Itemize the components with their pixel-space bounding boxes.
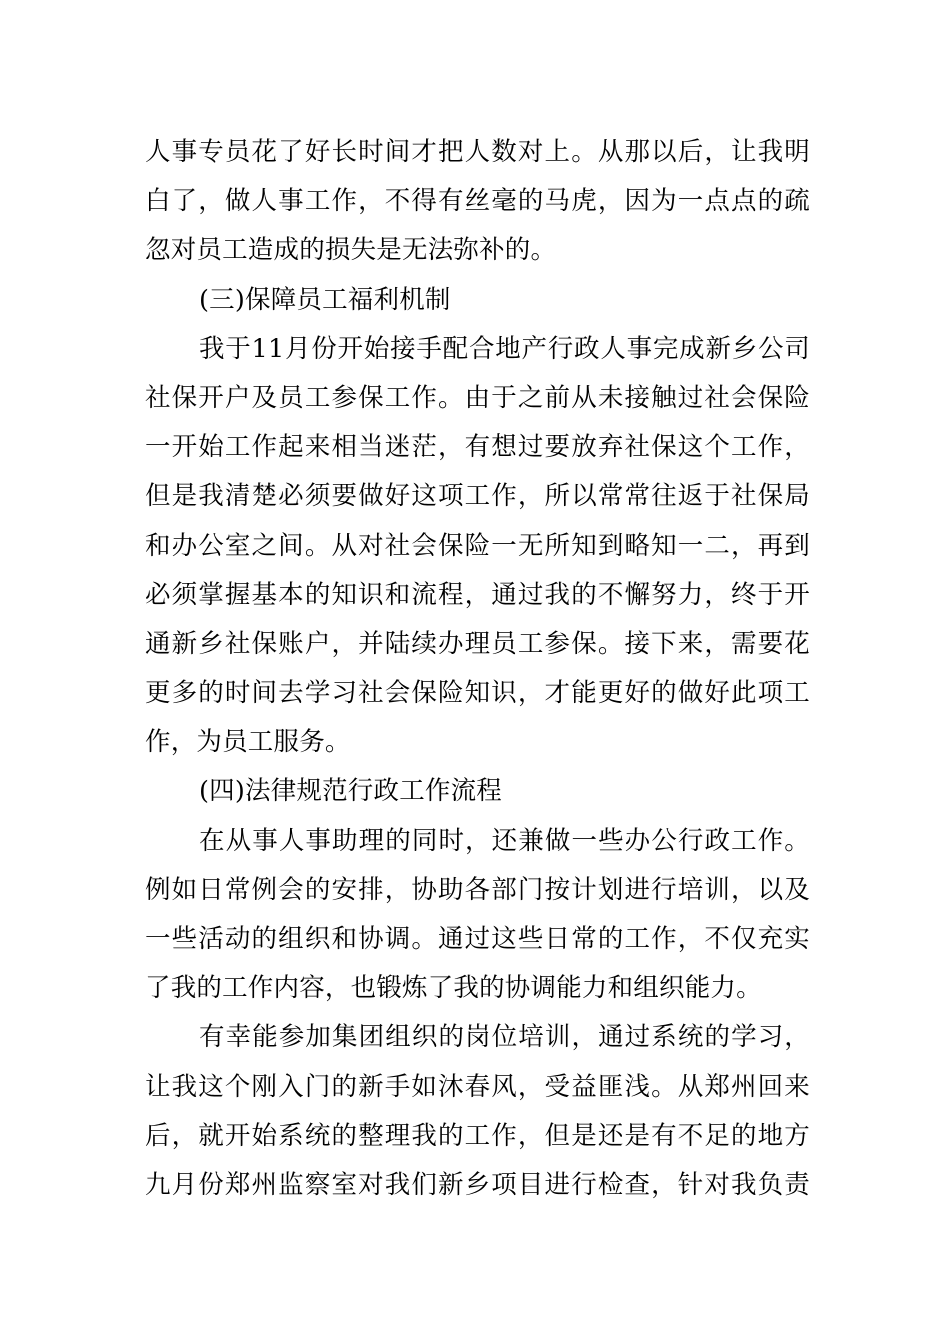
- text-line: (四)法律规范行政工作流程: [199, 776, 502, 807]
- text-line: 更多的时间去学习社会保险知识，才能更好的做好此项工: [145, 678, 810, 709]
- text-line: 后，就开始系统的整理我的工作，但是还是有不足的地方: [145, 1120, 810, 1151]
- text-line: 九月份郑州监察室对我们新乡项目进行检查，针对我负责: [145, 1169, 810, 1200]
- text-line: 让我这个刚入门的新手如沐春风，受益匪浅。从郑州回来: [145, 1071, 810, 1102]
- text-line: 一些活动的组织和协调。通过这些日常的工作，不仅充实: [145, 924, 810, 954]
- text-line: 和办公室之间。从对社会保险一无所知到略知一二，再到: [145, 530, 810, 561]
- text-line: 忽对员工造成的损失是无法弥补的。: [145, 235, 557, 266]
- text-line: 通新乡社保账户，并陆续办理员工参保。接下来，需要花: [145, 628, 810, 659]
- text-line: 社保开户及员工参保工作。由于之前从未接触过社会保险: [145, 382, 810, 413]
- text-line: 例如日常例会的安排，协助各部门按计划进行培训，以及: [145, 874, 810, 905]
- text-line: 在从事人事助理的同时，还兼做一些办公行政工作。: [199, 825, 810, 856]
- text-line: 了我的工作内容，也锻炼了我的协调能力和组织能力。: [145, 973, 762, 1004]
- text-line: 一开始工作起来相当迷茫，有想过要放弃社保这个工作，: [145, 432, 810, 463]
- text-line: 有幸能参加集团组织的岗位培训，通过系统的学习，: [199, 1022, 810, 1053]
- text-line: 人事专员花了好长时间才把人数对上。从那以后，让我明: [145, 137, 810, 167]
- text-line: 作，为员工服务。: [145, 727, 351, 758]
- text-line: 我于11月份开始接手配合地产行政人事完成新乡公司: [199, 333, 810, 364]
- text-line: (三)保障员工福利机制: [199, 284, 451, 315]
- text-line: 但是我清楚必须要做好这项工作，所以常常往返于社保局: [145, 481, 810, 512]
- document-body: [145, 128, 810, 1210]
- text-line: 必须掌握基本的知识和流程，通过我的不懈努力，终于开: [145, 579, 810, 610]
- text-line: 白了，做人事工作，不得有丝毫的马虎，因为一点点的疏: [145, 186, 810, 217]
